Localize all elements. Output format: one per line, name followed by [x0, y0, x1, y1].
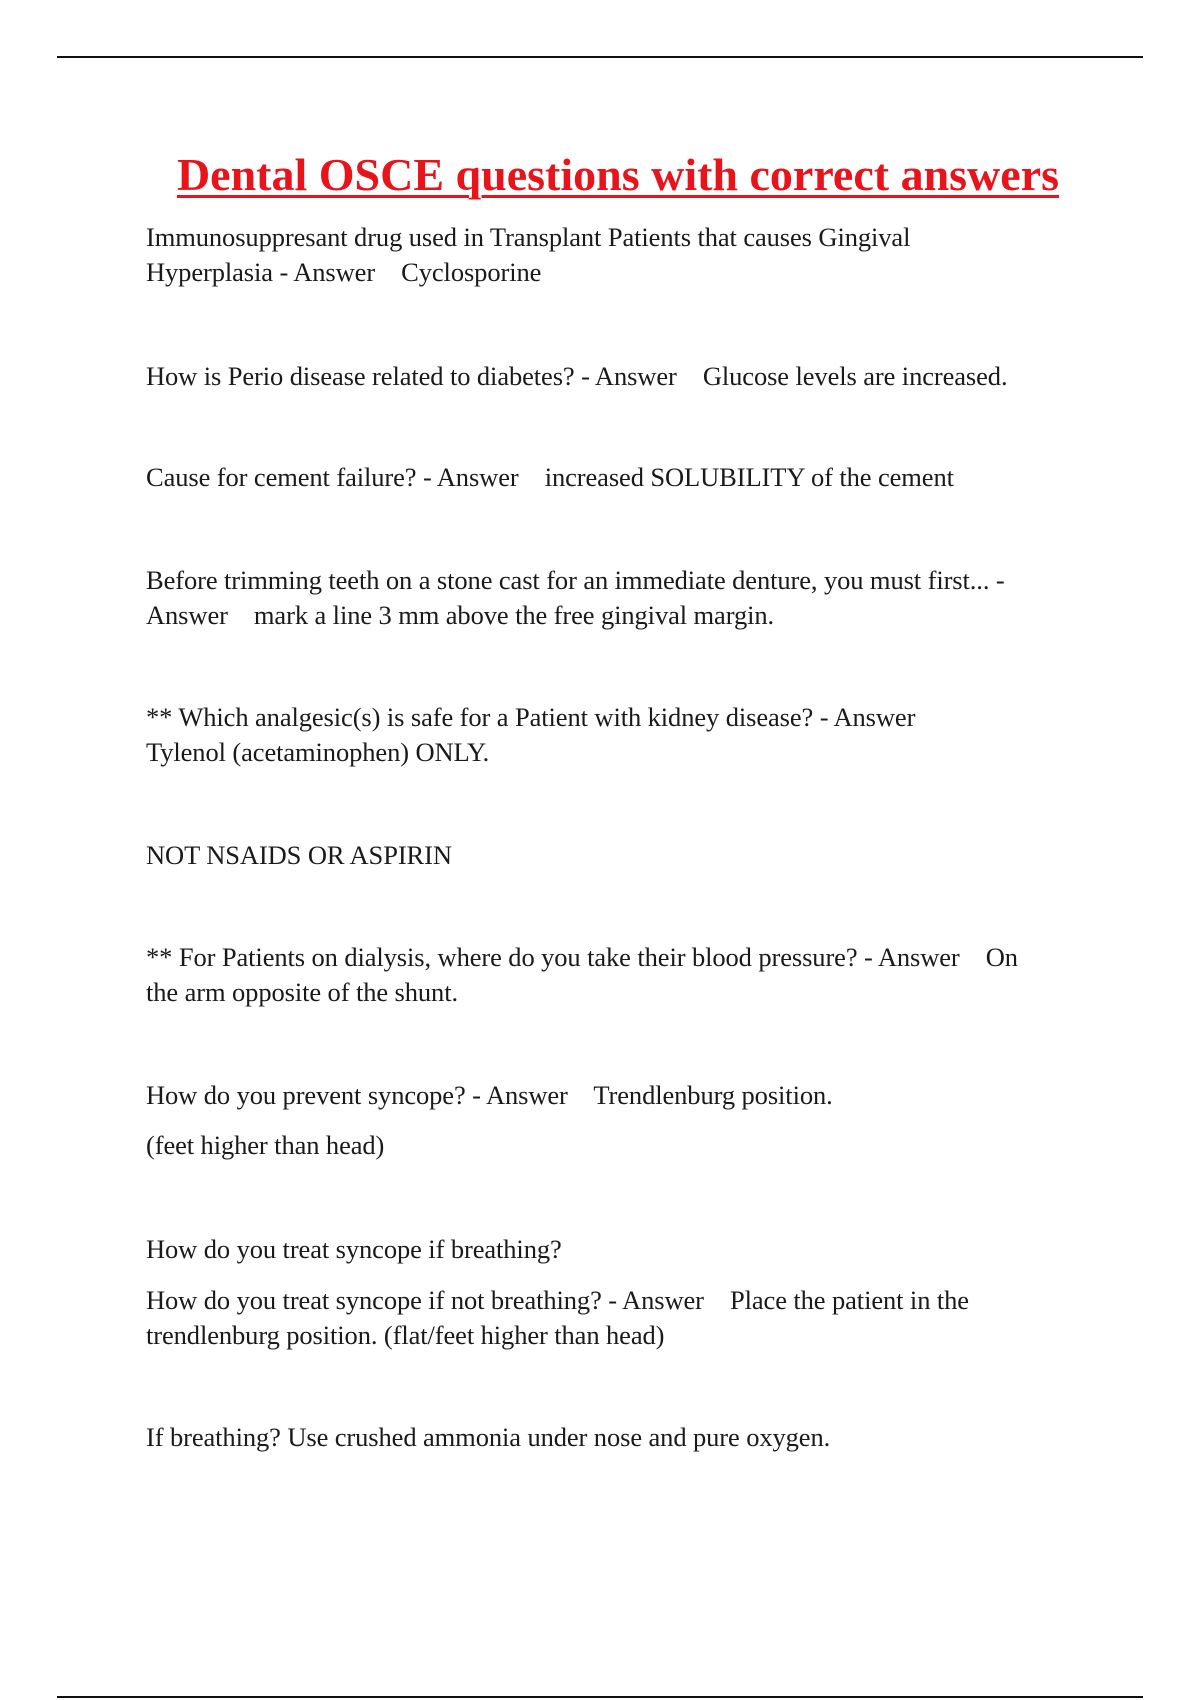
- qa-paragraph-7: ** For Patients on dialysis, where do you take their blood pressure? - Answer On the arm opposite of the shunt.: [146, 942, 1018, 1007]
- qa-paragraph-4: Before trimming teeth on a stone cast for an immediate denture, you must first... - Answer mark a line 3 mm above the free gingival margin.: [146, 565, 1005, 630]
- bottom-rule: [57, 1696, 1143, 1698]
- qa-paragraph-12: If breathing? Use crushed ammonia under nose and pure oxygen.: [146, 1422, 831, 1452]
- qa-paragraph-5: ** Which analgesic(s) is safe for a Patient with kidney disease? - Answer Tylenol (acetaminophen) ONLY.: [146, 702, 916, 767]
- qa-paragraph-10: How do you treat syncope if breathing?: [146, 1234, 562, 1264]
- top-rule: [57, 56, 1143, 58]
- qa-paragraph-2: How is Perio disease related to diabetes? - Answer Glucose levels are increased.: [146, 361, 1008, 391]
- qa-paragraph-11: How do you treat syncope if not breathing? - Answer Place the patient in the trendlenburg position. (flat/feet higher than head): [146, 1285, 969, 1350]
- qa-paragraph-9: (feet higher than head): [146, 1130, 385, 1160]
- qa-paragraph-3: Cause for cement failure? - Answer increased SOLUBILITY of the cement: [146, 462, 954, 492]
- document-title: Dental OSCE questions with correct answers: [176, 149, 1060, 200]
- qa-paragraph-6: NOT NSAIDS OR ASPIRIN: [146, 840, 452, 870]
- qa-paragraph-8: How do you prevent syncope? - Answer Trendlenburg position.: [146, 1080, 833, 1110]
- qa-paragraph-1: Immunosuppresant drug used in Transplant Patients that causes Gingival Hyperplasia - Answer Cyclosporine: [146, 222, 911, 287]
